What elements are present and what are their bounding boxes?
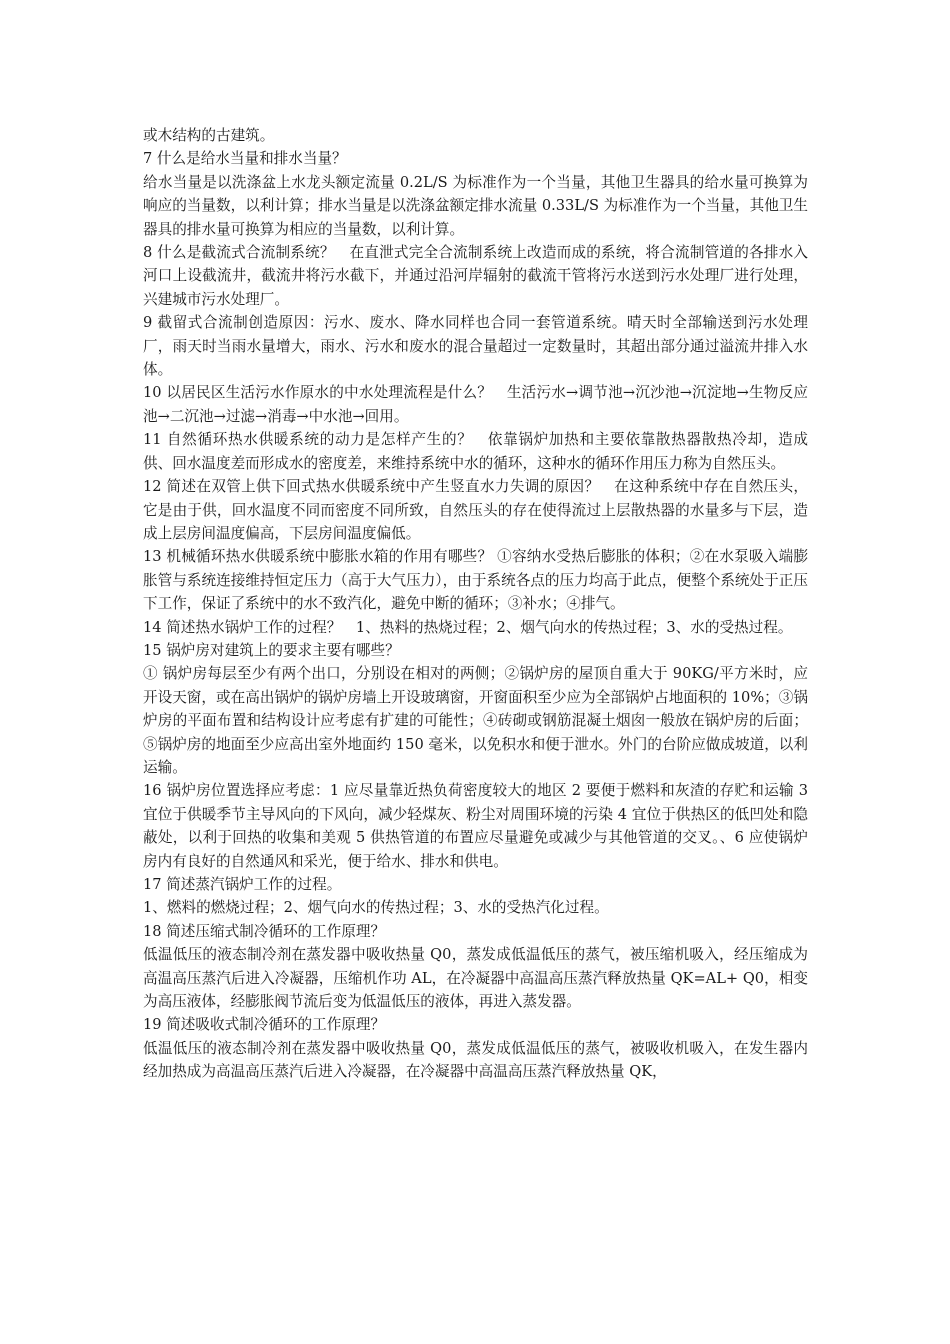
question-9: 9 截留式合流制创造原因：污水、废水、降水同样也合同一套管道系统。晴天时全部输送到污水处理厂，雨天时当雨水量增大，雨水、污水和废水的混合量超过一定数量时，其超出部分通过溢流井排入水体。 — [143, 314, 808, 379]
question-15: 15 锅炉房对建筑上的要求主要有哪些？ — [143, 641, 400, 659]
question-8: 8 什么是截流式合流制系统？ 在直泄式完全合流制系统上改造而成的系统，将合流制管道的各排水入河口上设截流井，截流井将污水截下，并通过沿河岸辐射的截流干管将污水送到污水处理厂进行处理，兴建城市污水处理厂。 — [143, 244, 808, 308]
answer-18: 低温低压的液态制冷剂在蒸发器中吸收热量 Q0，蒸发成低温低压的蒸气，被压缩机吸入，经压缩成为高温高压蒸汽后进入冷凝器，压缩机作功 AL，在冷凝器中高温高压蒸汽释放热量 QK=AL+ Q0，相变为高压液体，经膨胀阀节流后变为低温低压的液体，再进入蒸发器。 — [143, 946, 808, 1011]
answer-17: 1、燃料的燃烧过程；2、烟气向水的传热过程；3、水的受热汽化过程。 — [143, 899, 609, 917]
document-body — [143, 124, 808, 1084]
question-7: 7 什么是给水当量和排水当量？ — [143, 150, 347, 168]
question-11: 11 自然循环热水供暖系统的动力是怎样产生的？ 依靠锅炉加热和主要依靠散热器散热冷却，造成供、回水温度差而形成水的密度差，来维持系统中水的循环，这种水的循环作用压力称为自然压头。 — [143, 431, 808, 472]
question-10: 10 以居民区生活污水作原水的中水处理流程是什么？ 生活污水→调节池→沉沙池→沉淀地→生物反应池→二沉池→过滤→消毒→中水池→回用。 — [143, 384, 808, 425]
question-14: 14 简述热水锅炉工作的过程？ 1、热料的热烧过程；2、烟气向水的传热过程；3、水的受热过程。 — [143, 618, 793, 636]
question-16: 16 锅炉房位置选择应考虑：1 应尽量靠近热负荷密度较大的地区 2 要便于燃料和灰渣的存贮和运输 3 宜位于供暖季节主导风向的下风向，减少轻煤灰、粉尘对周围环境的污染 4 宜位于供热区的低凹处和隐蔽处，以利于回热的收集和美观 5 供热管道的布置应尽量避免或减少与其他管道的交叉。、6 应使锅炉房内有良好的自然通风和采光，便于给水、排水和供电。 — [143, 782, 808, 870]
question-18: 18 简述压缩式制冷循环的工作原理？ — [143, 922, 386, 940]
question-13: 13 机械循环热水供暖系统中膨胀水箱的作用有哪些？ ①容纳水受热后膨胀的体积；②在水泵吸入端膨胀管与系统连接维持恒定压力（高于大气压力），由于系统各点的压力均高于此点，便整个系统处于正压下工作，保证了系统中的水不致汽化，避免中断的循环；③补水；④排气。 — [143, 548, 808, 613]
question-17: 17 简述蒸汽锅炉工作的过程。 — [143, 876, 342, 893]
answer-7: 给水当量是以洗涤盆上水龙头额定流量 0.2L/S 为标准作为一个当量，其他卫生器具的给水量可换算为响应的当量数，以利计算；排水当量是以洗涤盆额定排水流量 0.33L/S 为标准作为一个当量，其他卫生器具的排水量可换算为相应的当量数，以利计算。 — [143, 173, 808, 238]
question-19: 19 简述吸收式制冷循环的工作原理？ — [143, 1016, 386, 1034]
paragraph-continuation: 或木结构的古建筑。 — [143, 127, 275, 144]
answer-19: 低温低压的液态制冷剂在蒸发器中吸收热量 Q0，蒸发成低温低压的蒸气，被吸收机吸入，在发生器内经加热成为高温高压蒸汽后进入冷凝器，在冷凝器中高温高压蒸汽释放热量 QK， — [143, 1039, 808, 1081]
question-12: 12 简述在双管上供下回式热水供暖系统中产生竖直水力失调的原因？ 在这种系统中存在自然压头，它是由于供，回水温度不同而密度不同所致，自然压头的存在使得流过上层散热器的水量多与下层，造成上层房间温度偏高，下层房间温度偏低。 — [143, 478, 808, 542]
answer-15: ① 锅炉房每层至少有两个出口，分别设在相对的两侧；②锅炉房的屋顶自重大于 90KG/平方米时，应开设天窗，或在高出锅炉的锅炉房墙上开设玻璃窗，开窗面积至少应为全部锅炉占地面积的 10%；③锅炉房的平面布置和结构设计应考虑有扩建的可能性；④砖砌或钢筋混凝土烟囱一般放在锅炉房的后面；⑤锅炉房的地面至少应高出室外地面约 150 毫米，以免积水和便于泄水。外门的台阶应做成坡道，以利运输。 — [143, 665, 808, 776]
